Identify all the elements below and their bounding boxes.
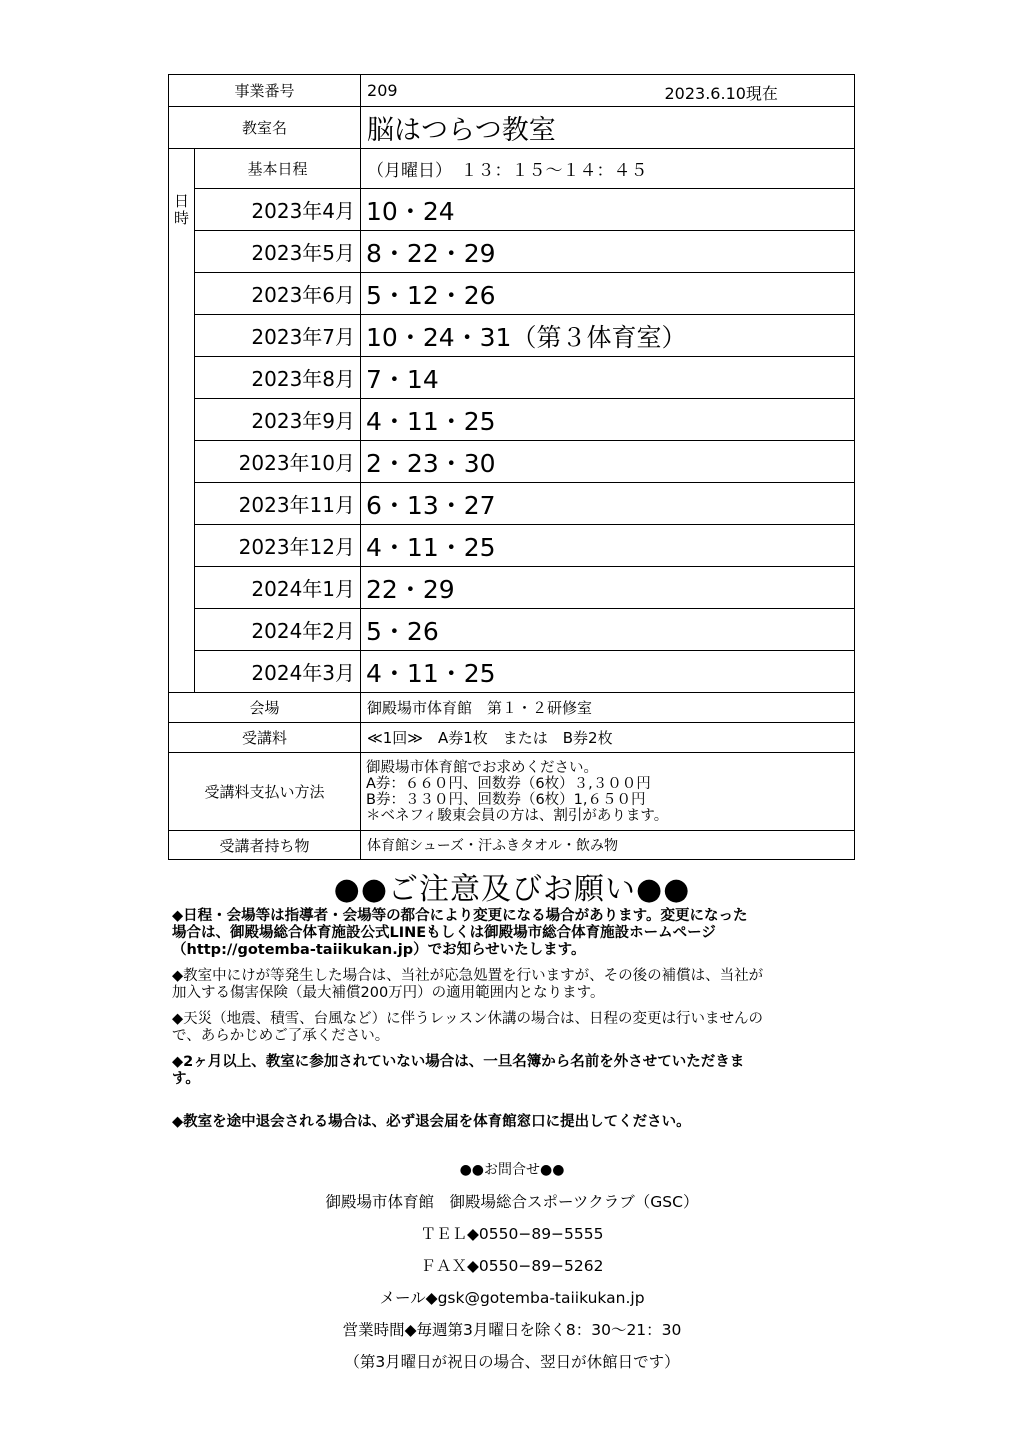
note-line: ◆教室を途中退会される場合は、必ず退会届を体育館窓口に提出してください。 — [172, 1114, 691, 1130]
fee-label: 受講料 — [169, 723, 361, 753]
month-label: 2023年5月 — [195, 231, 361, 273]
month-label: 2023年8月 — [195, 357, 361, 399]
month-label: 2024年3月 — [195, 651, 361, 693]
month-dates: 7・14 — [361, 357, 855, 399]
notice-title: ●●ご注意及びお願い●● — [333, 872, 691, 907]
month-row — [169, 567, 855, 609]
month-dates: 5・26 — [361, 609, 855, 651]
month-row — [169, 651, 855, 693]
month-dates: 10・24・31（第３体育室） — [361, 315, 855, 357]
contact-fax: ＦＡＸ◆0550−89−5262 — [420, 1257, 604, 1275]
note-injury — [172, 968, 862, 1002]
payment-line: A券：６６０円、回数券（6枚）３,３００円 — [366, 775, 651, 792]
month-row — [169, 441, 855, 483]
note-line: で、あらかじめご了承ください。 — [172, 1028, 390, 1044]
note-absence — [172, 1054, 862, 1088]
month-label: 2023年12月 — [195, 525, 361, 567]
contact-org: 御殿場市体育館 御殿場総合スポーツクラブ（GSC） — [325, 1193, 699, 1211]
month-dates: 6・13・27 — [361, 483, 855, 525]
note-line: 場合は、御殿場総合体育施設公式LINEもしくは御殿場市総合体育施設ホームページ — [172, 925, 716, 941]
month-row — [169, 609, 855, 651]
notes-section — [172, 908, 862, 1140]
note-line: ◆天災（地震、積雪、台風など）に伴うレッスン休講の場合は、日程の変更は行いませんの — [172, 1011, 764, 1027]
venue-row — [169, 693, 855, 723]
month-row — [169, 315, 855, 357]
business-number-cell — [361, 75, 855, 107]
note-schedule-change — [172, 908, 862, 959]
month-dates: 22・29 — [361, 567, 855, 609]
belongings-label: 受講者持ち物 — [169, 831, 361, 860]
month-row — [169, 357, 855, 399]
month-label: 2023年11月 — [195, 483, 361, 525]
month-dates: 2・23・30 — [361, 441, 855, 483]
month-label: 2023年7月 — [195, 315, 361, 357]
fee-row — [169, 723, 855, 753]
month-row — [169, 525, 855, 567]
payment-line: B券：３３０円、回数券（6枚）1,６５０円 — [366, 791, 646, 808]
month-dates: 4・11・25 — [361, 525, 855, 567]
month-row — [169, 273, 855, 315]
class-name-label: 教室名 — [169, 107, 361, 149]
month-dates: 4・11・25 — [361, 651, 855, 693]
note-line: ◆教室中にけが等発生した場合は、当社が応急処置を行いますが、その後の補償は、当社が — [172, 968, 764, 984]
contact-tel: ＴＥＬ◆0550−89−5555 — [420, 1225, 604, 1243]
month-dates: 4・11・25 — [361, 399, 855, 441]
schedule-value: （月曜日） １３：１５〜１４：４５ — [361, 149, 855, 189]
datetime-label — [169, 149, 195, 693]
business-number-row — [169, 75, 855, 107]
contact-hours: 営業時間◆毎週第3月曜日を除く8：30〜21：30 — [342, 1321, 682, 1339]
datetime-label-day: 日 — [173, 192, 189, 210]
month-label: 2023年4月 — [195, 189, 361, 231]
note-line: ◆2ヶ月以上、教室に参加されていない場合は、一旦名簿から名前を外させていただきま — [172, 1054, 745, 1070]
datetime-label-time: 時 — [173, 209, 189, 227]
note-withdrawal — [172, 1114, 862, 1131]
month-label: 2024年2月 — [195, 609, 361, 651]
business-number-label: 事業番号 — [169, 75, 361, 107]
month-dates: 5・12・26 — [361, 273, 855, 315]
month-dates: 10・24 — [361, 189, 855, 231]
class-info-table — [168, 74, 855, 860]
class-name-row — [169, 107, 855, 149]
contact-closed-note: （第3月曜日が祝日の場合、翌日が休館日です） — [344, 1353, 680, 1371]
month-label: 2023年6月 — [195, 273, 361, 315]
schedule-label: 基本日程 — [195, 149, 361, 189]
fee-value: ≪1回≫ A券1枚 または B券2枚 — [361, 723, 855, 753]
belongings-value: 体育館シューズ・汗ふきタオル・飲み物 — [361, 831, 855, 860]
month-dates: 8・22・29 — [361, 231, 855, 273]
contact-section — [0, 1160, 1024, 1384]
venue-label: 会場 — [169, 693, 361, 723]
payment-label: 受講料支払い方法 — [169, 753, 361, 831]
contact-mail: メール◆gsk@gotemba-taiikukan.jp — [379, 1289, 645, 1307]
as-of-date: 2023.6.10現在 — [664, 84, 778, 103]
month-row — [169, 399, 855, 441]
month-row — [169, 231, 855, 273]
note-line: ◆日程・会場等は指導者・会場等の都合により変更になる場合があります。変更になった — [172, 908, 748, 924]
month-label: 2023年9月 — [195, 399, 361, 441]
note-line: 加入する傷害保険（最大補償200万円）の適用範囲内となります。 — [172, 985, 605, 1001]
class-name: 脳はつらつ教室 — [361, 107, 855, 149]
payment-line: ＊ベネフィ駿東会員の方は、割引があります。 — [366, 807, 669, 824]
schedule-row — [169, 149, 855, 189]
note-disaster — [172, 1011, 862, 1045]
business-number: 209 — [367, 81, 398, 100]
contact-heading: ●●お問合せ●● — [459, 1162, 565, 1178]
payment-line: 御殿場市体育館でお求めください。 — [366, 759, 599, 776]
month-row — [169, 483, 855, 525]
venue-value: 御殿場市体育館 第１・２研修室 — [361, 693, 855, 723]
payment-value — [361, 753, 855, 831]
month-label: 2024年1月 — [195, 567, 361, 609]
month-row — [169, 189, 855, 231]
belongings-row — [169, 831, 855, 860]
note-line: す。 — [172, 1071, 200, 1087]
month-label: 2023年10月 — [195, 441, 361, 483]
payment-row — [169, 753, 855, 831]
note-line: （http://gotemba-taiikukan.jp）でお知らせいたします。 — [172, 942, 586, 958]
